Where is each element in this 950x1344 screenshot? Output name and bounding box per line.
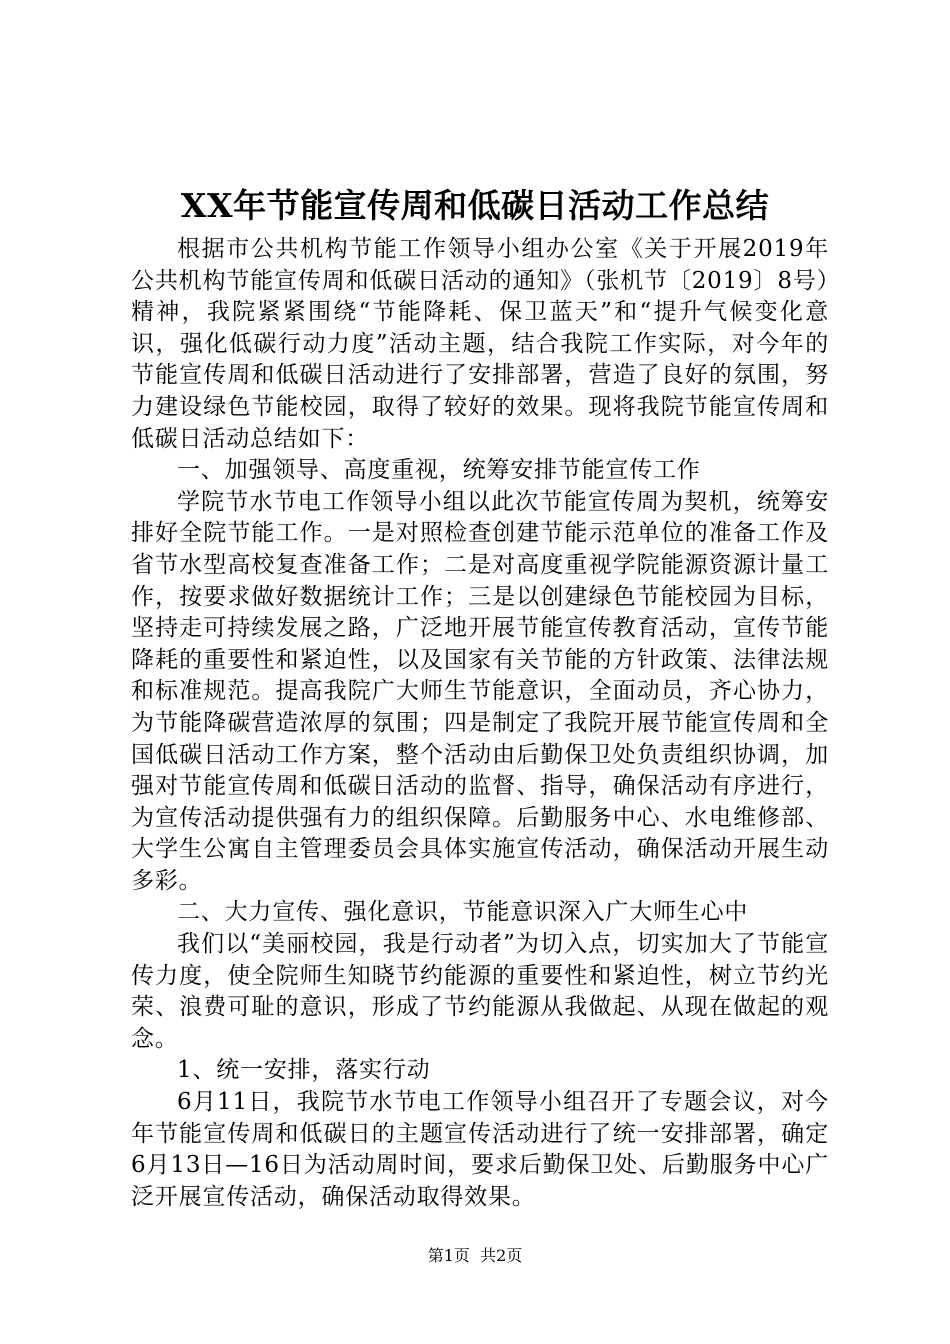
page-total: 共2页	[480, 1246, 523, 1265]
subsection-1-paragraph: 6月11日，我院节水节电工作领导小组召开了专题会议，对今年节能宣传周和低碳日的主题宣传活动进行了统一安排部署，确定6月13日—16日为活动周时间，要求后勤保卫处、后勤服务中心广泛开展宣传活动，确保活动取得效果。	[131, 1089, 829, 1210]
section-2-paragraph: 我们以“美丽校园，我是行动者”为切入点，切实加大了节能宣传力度，使全院师生知晓节约能源的重要性和紧迫性，树立节约光荣、浪费可耻的意识，形成了节约能源从我做起、从现在做起的观念。	[131, 931, 829, 1052]
section-heading-2: 二、大力宣传、强化意识，节能意识深入广大师生心中	[177, 899, 749, 926]
document-body	[131, 234, 829, 1213]
page-number: 第1页	[427, 1246, 470, 1265]
intro-paragraph: 根据市公共机构节能工作领导小组办公室《关于开展2019年公共机构节能宣传周和低碳日活动的通知》（张机节〔2019〕8号）精神，我院紧紧围绕“节能降耗、保卫蓝天”和“提升气候变化意识，强化低碳行动力度”活动主题，结合我院工作实际，对今年的节能宣传周和低碳日活动进行了安排部署，营造了良好的氛围，努力建设绿色节能校园，取得了较好的效果。现将我院节能宣传周和低碳日活动总结如下：	[131, 236, 829, 452]
subsection-heading-1: 1、统一安排，落实行动	[177, 1057, 431, 1084]
page-footer	[0, 1245, 950, 1267]
section-1-paragraph: 学院节水节电工作领导小组以此次节能宣传周为契机，统筹安排好全院节能工作。一是对照检查创建节能示范单位的准备工作及省节水型高校复查准备工作；二是对高度重视学院能源资源计量工作，按要求做好数据统计工作；三是以创建绿色节能校园为目标，坚持走可持续发展之路，广泛地开展节能宣传教育活动，宣传节能降耗的重要性和紧迫性，以及国家有关节能的方针政策、法律法规和标准规范。提高我院广大师生节能意识，全面动员，齐心协力，为节能降碳营造浓厚的氛围；四是制定了我院开展节能宣传周和全国低碳日活动工作方案，整个活动由后勤保卫处负责组织协调，加强对节能宣传周和低碳日活动的监督、指导，确保活动有序进行，为宣传活动提供强有力的组织保障。后勤服务中心、水电维修部、大学生公寓自主管理委员会具体实施宣传活动，确保活动开展生动多彩。	[131, 488, 829, 894]
document-title: XX年节能宣传周和低碳日活动工作总结	[180, 186, 770, 225]
section-heading-1: 一、加强领导、高度重视，统筹安排节能宣传工作	[177, 457, 701, 484]
